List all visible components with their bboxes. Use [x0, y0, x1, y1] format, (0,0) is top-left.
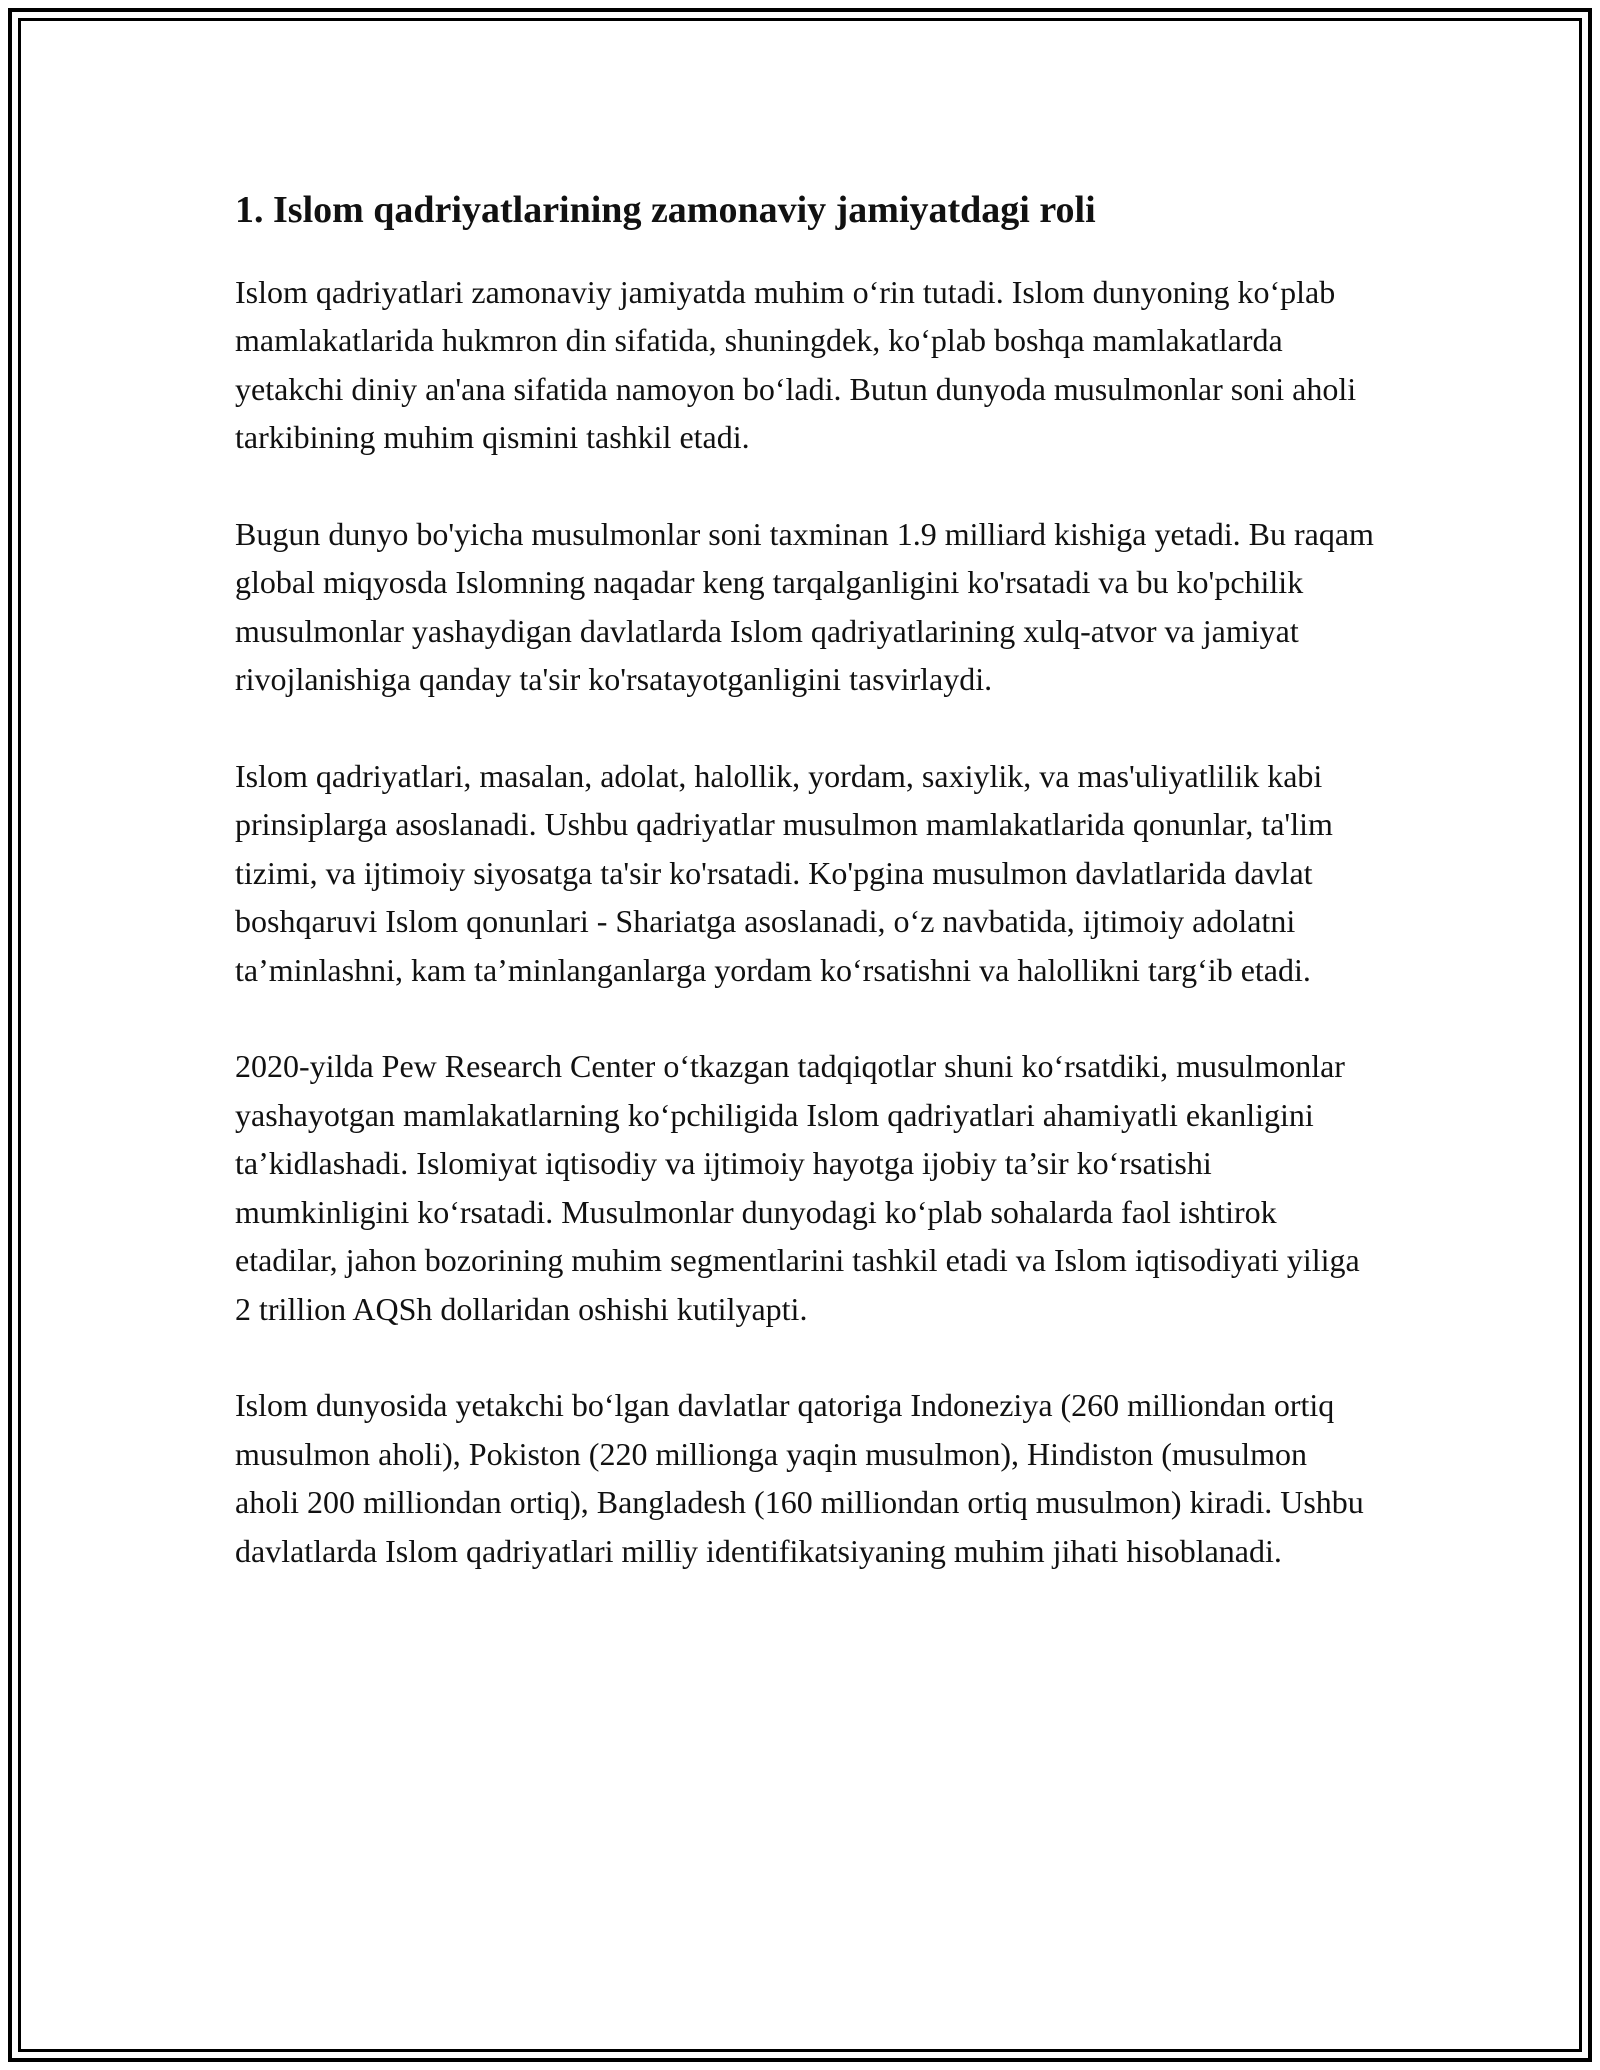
document-body [235, 188, 1375, 1623]
paragraph-2: Bugun dunyo bo'yicha musulmonlar soni taxminan 1.9 milliard kishiga yetadi. Bu raqam global miqyosda Islomning naqadar keng tarqalganligini ko'rsatadi va bu ko'pchilik musulmonlar yashaydigan davlatlarda Islom qadriyatlarining xulq-atvor va jamiyat rivojlanishiga qanday ta'sir ko'rsatayotganligini tasvirlaydi. [235, 515, 1374, 698]
paragraph-4: 2020-yilda Pew Research Center o‘tkazgan tadqiqotlar shuni ko‘rsatdiki, musulmonlar yashayotgan mamlakatlarning ko‘pchiligida Islom qadriyatlari ahamiyatli ekanligini ta’kidlashadi. Islomiyat iqtisodiy va ijtimoiy hayotga ijobiy ta’sir ko‘rsatishi mumkinligini ko‘rsatadi. Musulmonlar dunyodagi ko‘plab sohalarda faol ishtirok etadilar, jahon bozorining muhim segmentlarini tashkil etadi va Islom iqtisodiyati yiliga 2 trillion AQSh dollaridan oshishi kutilyapti. [235, 1048, 1360, 1327]
paragraph-1: Islom qadriyatlari zamonaviy jamiyatda muhim o‘rin tutadi. Islom dunyoning ko‘plab mamlakatlarida hukmron din sifatida, shuningdek, ko‘plab boshqa mamlakatlarda yetakchi diniy an'ana sifatida namoyon bo‘ladi. Butun dunyoda musulmonlar soni aholi tarkibining muhim qismini tashkil etadi. [235, 273, 1357, 456]
paragraph-5: Islom dunyosida yetakchi bo‘lgan davlatlar qatoriga Indoneziya (260 milliondan ortiq musulmon aholi), Pokiston (220 millionga yaqin musulmon), Hindiston (musulmon aholi 200 milliondan ortiq), Bangladesh (160 milliondan ortiq musulmon) kiradi. Ushbu davlatlarda Islom qadriyatlari milliy identifikatsiyaning muhim jihati hisoblanadi. [235, 1387, 1364, 1569]
paragraph-3: Islom qadriyatlari, masalan, adolat, halollik, yordam, saxiylik, va mas'uliyatlilik kabi prinsiplarga asoslanadi. Ushbu qadriyatlar musulmon mamlakatlarida qonunlar, ta'lim tizimi, va ijtimoiy siyosatga ta'sir ko'rsatadi. Ko'pgina musulmon davlatlarida davlat boshqaruvi Islom qonunlari - Shariatga asoslanadi, o‘z navbatida, ijtimoiy adolatni ta’minlashni, kam ta’minlanganlarga yordam ko‘rsatishni va halollikni targ‘ib etadi. [235, 757, 1333, 988]
section-heading: 1. Islom qadriyatlarining zamonaviy jamiyatdagi roli [235, 189, 1096, 231]
